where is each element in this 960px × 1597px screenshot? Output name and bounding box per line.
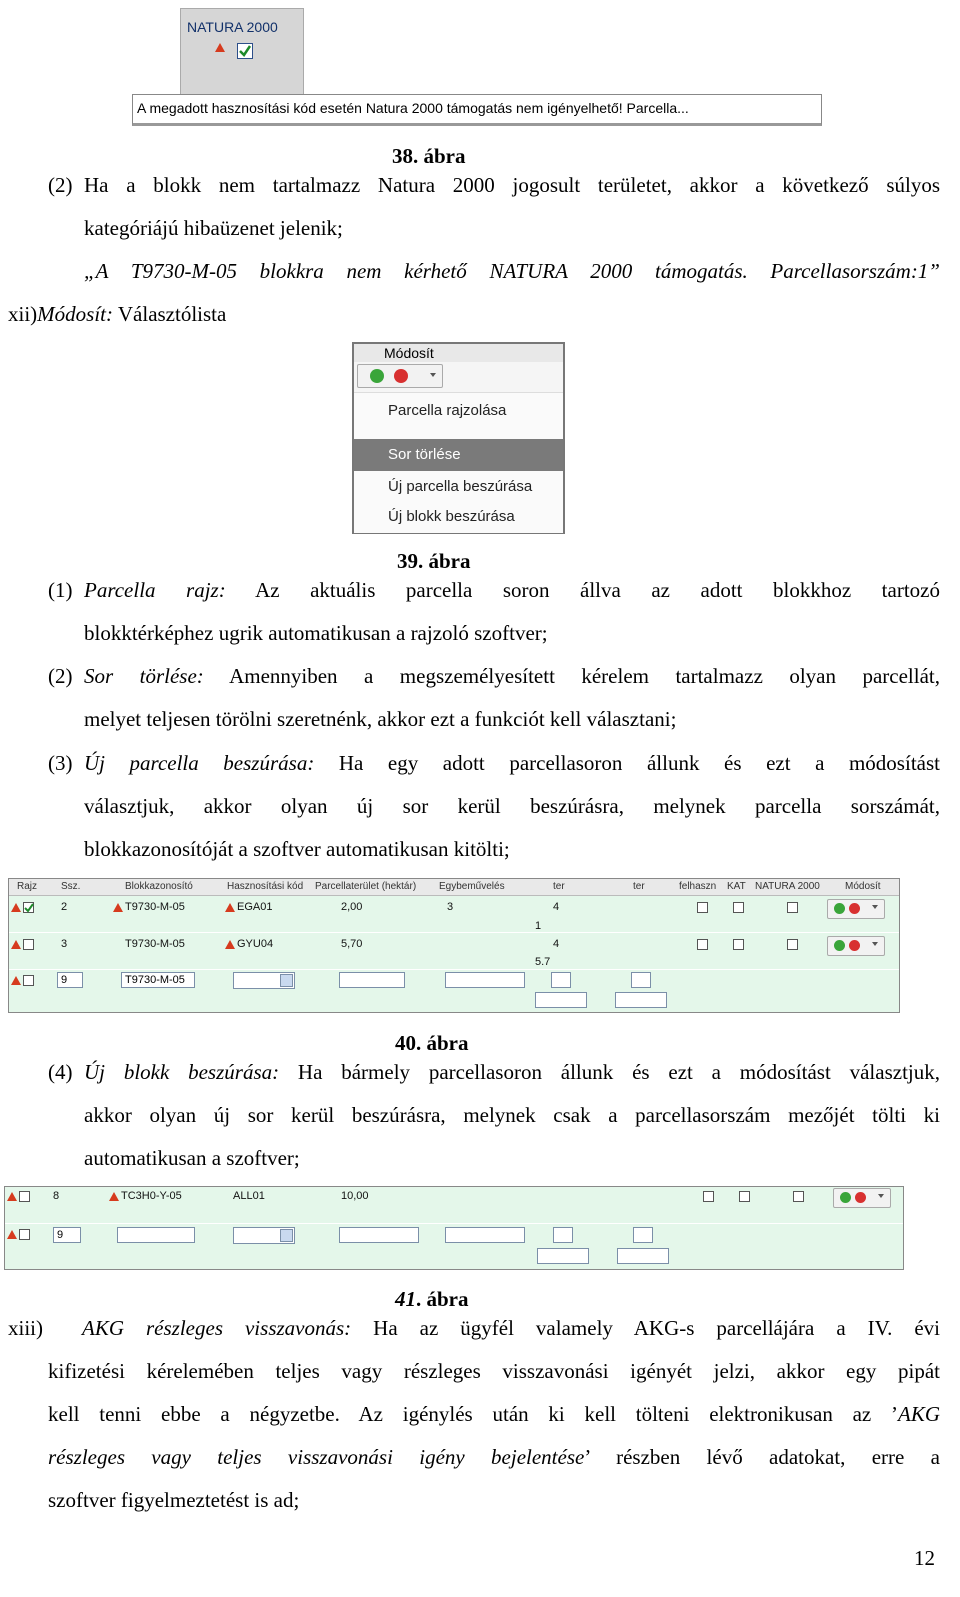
ter2-input[interactable] bbox=[631, 972, 651, 988]
warning-icon bbox=[11, 903, 21, 912]
caption-41: 41. ábra bbox=[395, 1287, 469, 1311]
felhaszn-checkbox[interactable] bbox=[697, 939, 708, 950]
add-icon bbox=[834, 940, 845, 951]
para-line: Ha a blokk nem tartalmazz Natura 2000 jogosult területet, akkor a következő súlyos bbox=[84, 173, 940, 197]
ter1-input-2[interactable] bbox=[535, 992, 587, 1008]
list-num: (4) bbox=[48, 1060, 73, 1084]
ter2-input-2[interactable] bbox=[615, 992, 667, 1008]
egybe-value: 3 bbox=[447, 901, 454, 913]
error-message-bar bbox=[132, 94, 822, 126]
figure-39 bbox=[352, 342, 565, 534]
col-ssz: Ssz. bbox=[61, 881, 81, 892]
natura-label: NATURA 2000 bbox=[187, 19, 278, 35]
list-line: Új parcella beszúrása: Ha egy adott parcellasoron állunk és ezt a módosítást bbox=[84, 751, 940, 775]
kat-checkbox[interactable] bbox=[739, 1191, 750, 1202]
egybe-input[interactable] bbox=[445, 1227, 525, 1243]
blokk-value: TC3H0-Y-05 bbox=[121, 1190, 182, 1202]
list-line: blokkazonosítóját a szoftver automatikusan kitölti; bbox=[84, 837, 510, 861]
ter1-value: 4 bbox=[553, 938, 560, 950]
terulet-input[interactable] bbox=[339, 1227, 419, 1243]
kat-checkbox[interactable] bbox=[733, 939, 744, 950]
table-header bbox=[9, 879, 899, 896]
felhaszn-checkbox[interactable] bbox=[697, 902, 708, 913]
modosit-dropdown[interactable] bbox=[827, 936, 885, 956]
menu-item-uj-parcella[interactable]: Új parcella beszúrása bbox=[388, 478, 533, 495]
felhaszn-checkbox[interactable] bbox=[703, 1191, 714, 1202]
col-rajz: Rajz bbox=[17, 881, 38, 892]
chevron-down-icon bbox=[872, 942, 878, 946]
warning-icon bbox=[109, 1192, 119, 1201]
modosit-menu bbox=[354, 392, 563, 533]
chevron-down-icon bbox=[280, 974, 293, 987]
ter1-value-2: 1 bbox=[535, 920, 542, 932]
list-line: Új blokk beszúrása: Ha bármely parcellasoron állunk és ezt a módosítást választjuk, bbox=[84, 1060, 940, 1084]
warning-icon bbox=[11, 940, 21, 949]
modosit-dropdown[interactable] bbox=[833, 1188, 891, 1208]
warning-icon bbox=[225, 903, 235, 912]
menu-item-parcella-rajzolasa[interactable]: Parcella rajzolása bbox=[388, 402, 507, 419]
col-natura: NATURA 2000 bbox=[755, 881, 820, 892]
kod-select[interactable] bbox=[233, 972, 295, 989]
col-modosit: Módosít bbox=[845, 881, 881, 892]
col-felhaszn: felhaszn bbox=[679, 881, 717, 892]
add-icon bbox=[840, 1192, 851, 1203]
figure-38 bbox=[132, 6, 822, 126]
list-line: választjuk, akkor olyan új sor kerül beszúrásra, melynek parcella sorszámát, bbox=[84, 794, 940, 818]
rajz-checkbox[interactable] bbox=[23, 975, 34, 986]
add-icon bbox=[834, 903, 845, 914]
blokk-input[interactable] bbox=[117, 1227, 195, 1243]
ter2-input[interactable] bbox=[633, 1227, 653, 1243]
modosit-label: Módosít bbox=[384, 345, 434, 361]
kod-value: ALL01 bbox=[233, 1190, 265, 1202]
rajz-checkbox[interactable] bbox=[19, 1191, 30, 1202]
col-kat: KAT bbox=[727, 881, 746, 892]
page-number: 12 bbox=[914, 1546, 935, 1570]
list-line: melyet teljesen törölni szeretnénk, akkor ezt a funkciót kell választani; bbox=[84, 707, 677, 731]
ter1-input-2[interactable] bbox=[537, 1248, 589, 1264]
list-num: (2) bbox=[48, 664, 73, 688]
ter2-input-2[interactable] bbox=[617, 1248, 669, 1264]
caption-40: 40. ábra bbox=[395, 1031, 469, 1055]
list-line: automatikusan a szoftver; bbox=[84, 1146, 300, 1170]
terulet-input[interactable] bbox=[339, 972, 405, 988]
blokk-input[interactable]: T9730-M-05 bbox=[121, 972, 195, 988]
natura-checkbox[interactable] bbox=[237, 43, 253, 59]
natura-checkbox[interactable] bbox=[793, 1191, 804, 1202]
warning-icon bbox=[215, 43, 225, 52]
blokk-value: T9730-M-05 bbox=[125, 901, 185, 913]
chevron-down-icon bbox=[280, 1229, 293, 1242]
warning-icon bbox=[7, 1230, 17, 1239]
list-num: (1) bbox=[48, 578, 73, 602]
list-line: Sor törlése: Amennyiben a megszemélyesített kérelem tartalmazz olyan parcellát, bbox=[84, 664, 940, 688]
col-kod: Hasznosítási kód bbox=[227, 881, 304, 892]
para-line: kategóriájú hibaüzenet jelenik; bbox=[84, 216, 343, 240]
col-egybemuveles: Egybeművelés bbox=[439, 881, 505, 892]
table-row[interactable] bbox=[5, 1224, 903, 1269]
delete-icon bbox=[849, 940, 860, 951]
error-message-text: A megadott hasznosítási kód esetén Natura 2000 támogatás nem igényelhető! Parcella... bbox=[137, 100, 689, 116]
kod-select[interactable] bbox=[233, 1227, 295, 1244]
delete-icon bbox=[855, 1192, 866, 1203]
terulet-value: 2,00 bbox=[341, 901, 363, 913]
chevron-down-icon bbox=[872, 905, 878, 909]
caption-39: 39. ábra bbox=[397, 549, 471, 573]
ssz-value: 2 bbox=[61, 901, 68, 913]
caption-38: 38. ábra bbox=[392, 144, 466, 168]
add-icon bbox=[370, 369, 384, 383]
terulet-value: 5,70 bbox=[341, 938, 363, 950]
blokk-value: T9730-M-05 bbox=[125, 938, 185, 950]
chevron-down-icon bbox=[878, 1194, 884, 1198]
ssz-input[interactable]: 9 bbox=[57, 972, 83, 988]
terulet-value: 10,00 bbox=[341, 1190, 369, 1202]
kod-value: EGA01 bbox=[237, 901, 273, 913]
list-line: Parcella rajz: Az aktuális parcella soron állva az adott blokkhoz tartozó bbox=[84, 578, 940, 602]
list-line: akkor olyan új sor kerül beszúrásra, melynek csak a parcellasorszám mezőjét tölti ki bbox=[84, 1103, 940, 1127]
xii-heading: xii)Módosít: Választólista bbox=[8, 302, 227, 326]
natura-checkbox[interactable] bbox=[787, 939, 798, 950]
warning-icon bbox=[7, 1192, 17, 1201]
warning-icon bbox=[225, 940, 235, 949]
warning-icon bbox=[113, 903, 123, 912]
table-row[interactable] bbox=[9, 970, 899, 1012]
list-line: blokktérképhez ugrik automatikusan a rajzoló szoftver; bbox=[84, 621, 548, 645]
col-ter2: ter bbox=[633, 881, 645, 892]
xiii-line: AKG részleges visszavonás: Ha az ügyfél valamely AKG-s parcellájára a IV. évi bbox=[82, 1316, 940, 1340]
rajz-checkbox[interactable] bbox=[23, 902, 34, 913]
warning-icon bbox=[11, 976, 21, 985]
kat-checkbox[interactable] bbox=[733, 902, 744, 913]
error-quote: „A T9730-M-05 blokkra nem kérhető NATURA 2000 támogatás. Parcellasorszám:1” bbox=[84, 259, 940, 283]
col-blokk: Blokkazonosító bbox=[125, 881, 193, 892]
xiii-line: kell tenni ebbe a négyzetbe. Az igénylés után ki kell tölteni elektronikusan az ’AKG bbox=[48, 1402, 940, 1426]
figure-40-table bbox=[8, 878, 900, 1013]
checkmark-icon bbox=[24, 903, 34, 913]
modosit-dropdown[interactable] bbox=[827, 899, 885, 919]
ter1-value: 4 bbox=[553, 901, 560, 913]
chevron-down-icon bbox=[430, 373, 436, 377]
col-ter1: ter bbox=[553, 881, 565, 892]
modosit-dropdown[interactable] bbox=[357, 364, 443, 388]
xiii-line: szoftver figyelmeztetést is ad; bbox=[48, 1488, 300, 1512]
table-row[interactable] bbox=[9, 896, 899, 932]
menu-item-sor-torlese[interactable]: Sor törlése bbox=[354, 439, 563, 471]
table-row[interactable] bbox=[9, 933, 899, 969]
figure-41-table bbox=[4, 1186, 904, 1270]
modosit-header bbox=[354, 344, 563, 362]
delete-icon bbox=[849, 903, 860, 914]
table-row[interactable] bbox=[5, 1187, 903, 1223]
natura-checkbox[interactable] bbox=[787, 902, 798, 913]
menu-item-uj-blokk[interactable]: Új blokk beszúrása bbox=[388, 508, 515, 525]
kod-value: GYU04 bbox=[237, 938, 274, 950]
natura-panel bbox=[180, 8, 304, 96]
rajz-checkbox[interactable] bbox=[23, 939, 34, 950]
col-terulet: Parcellaterület (hektár) bbox=[315, 881, 417, 892]
ssz-value: 3 bbox=[61, 938, 68, 950]
checkmark-icon bbox=[238, 44, 252, 58]
xiii-line: kifizetési kérelemében teljes vagy részleges visszavonási igényét jelzi, akkor egy pipát bbox=[48, 1359, 940, 1383]
ter1-input[interactable] bbox=[553, 1227, 573, 1243]
rajz-checkbox[interactable] bbox=[19, 1229, 30, 1240]
ter1-input[interactable] bbox=[551, 972, 571, 988]
delete-icon bbox=[394, 369, 408, 383]
egybe-input[interactable] bbox=[445, 972, 525, 988]
list-num: (3) bbox=[48, 751, 73, 775]
ssz-input[interactable]: 9 bbox=[53, 1227, 81, 1243]
xiii-num: xiii) bbox=[8, 1316, 43, 1340]
ssz-value: 8 bbox=[53, 1190, 60, 1202]
xiii-line: részleges vagy teljes visszavonási igény bejelentése’ részben lévő adatokat, erre a bbox=[48, 1445, 940, 1469]
ter1-value-2: 5.7 bbox=[535, 956, 551, 968]
para-num: (2) bbox=[48, 173, 73, 197]
